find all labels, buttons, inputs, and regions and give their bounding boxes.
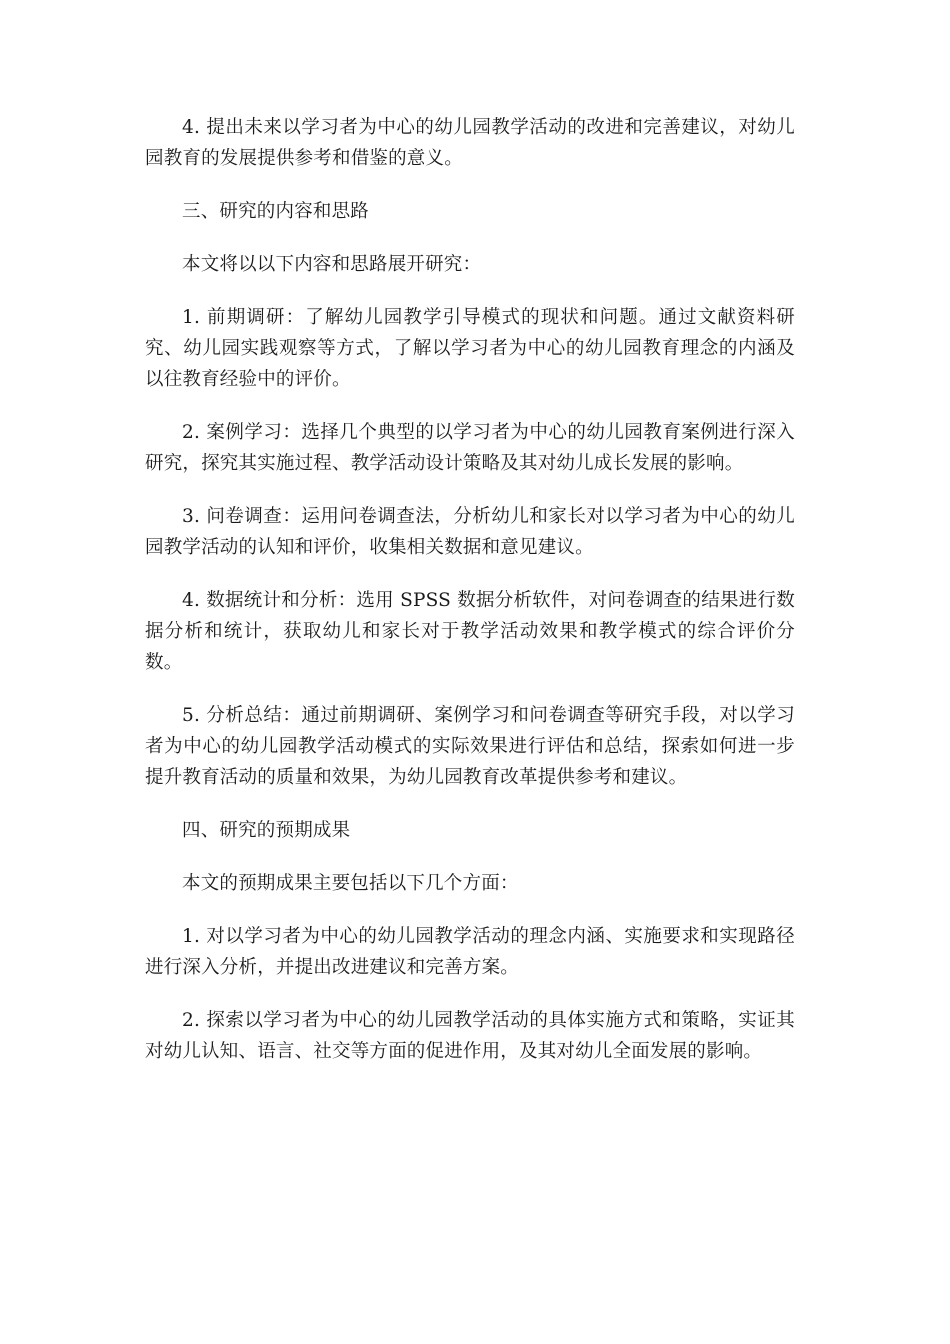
paragraph-result-2: 2. 探索以学习者为中心的幼儿园教学活动的具体实施方式和策略，实证其对幼儿认知、语言、社交等方面的促进作用，及其对幼儿全面发展的影响。 xyxy=(145,1010,795,1062)
paragraph-result-1: 1. 对以学习者为中心的幼儿园教学活动的理念内涵、实施要求和实现路径进行深入分析，并提出改进建议和完善方案。 xyxy=(145,926,795,978)
paragraph-step-3: 3. 问卷调查：运用问卷调查法，分析幼儿和家长对以学习者为中心的幼儿园教学活动的认知和评价，收集相关数据和意见建议。 xyxy=(145,506,795,558)
section-heading-content-and-approach: 三、研究的内容和思路 xyxy=(182,201,370,222)
paragraph-step-4: 4. 数据统计和分析：选用 SPSS 数据分析软件，对问卷调查的结果进行数据分析和统计，获取幼儿和家长对于教学活动效果和教学模式的综合评价分数。 xyxy=(145,590,795,673)
section-heading-expected-results: 四、研究的预期成果 xyxy=(182,820,351,841)
document-body xyxy=(145,112,795,1089)
paragraph-step-5: 5. 分析总结：通过前期调研、案例学习和问卷调查等研究手段，对以学习者为中心的幼儿园教学活动模式的实际效果进行评估和总结，探索如何进一步提升教育活动的质量和效果，为幼儿园教育改革提供参考和建议。 xyxy=(145,705,795,788)
paragraph-intro-content: 本文将以以下内容和思路展开研究： xyxy=(182,254,482,275)
paragraph-step-1: 1. 前期调研：了解幼儿园教学引导模式的现状和问题。通过文献资料研究、幼儿园实践观察等方式，了解以学习者为中心的幼儿园教育理念的内涵及以往教育经验中的评价。 xyxy=(145,307,795,390)
paragraph-intro-results: 本文的预期成果主要包括以下几个方面： xyxy=(182,873,519,894)
paragraph-step-2: 2. 案例学习：选择几个典型的以学习者为中心的幼儿园教育案例进行深入研究，探究其实施过程、教学活动设计策略及其对幼儿成长发展的影响。 xyxy=(145,422,795,474)
paragraph-objective-4: 4. 提出未来以学习者为中心的幼儿园教学活动的改进和完善建议，对幼儿园教育的发展提供参考和借鉴的意义。 xyxy=(145,117,795,169)
